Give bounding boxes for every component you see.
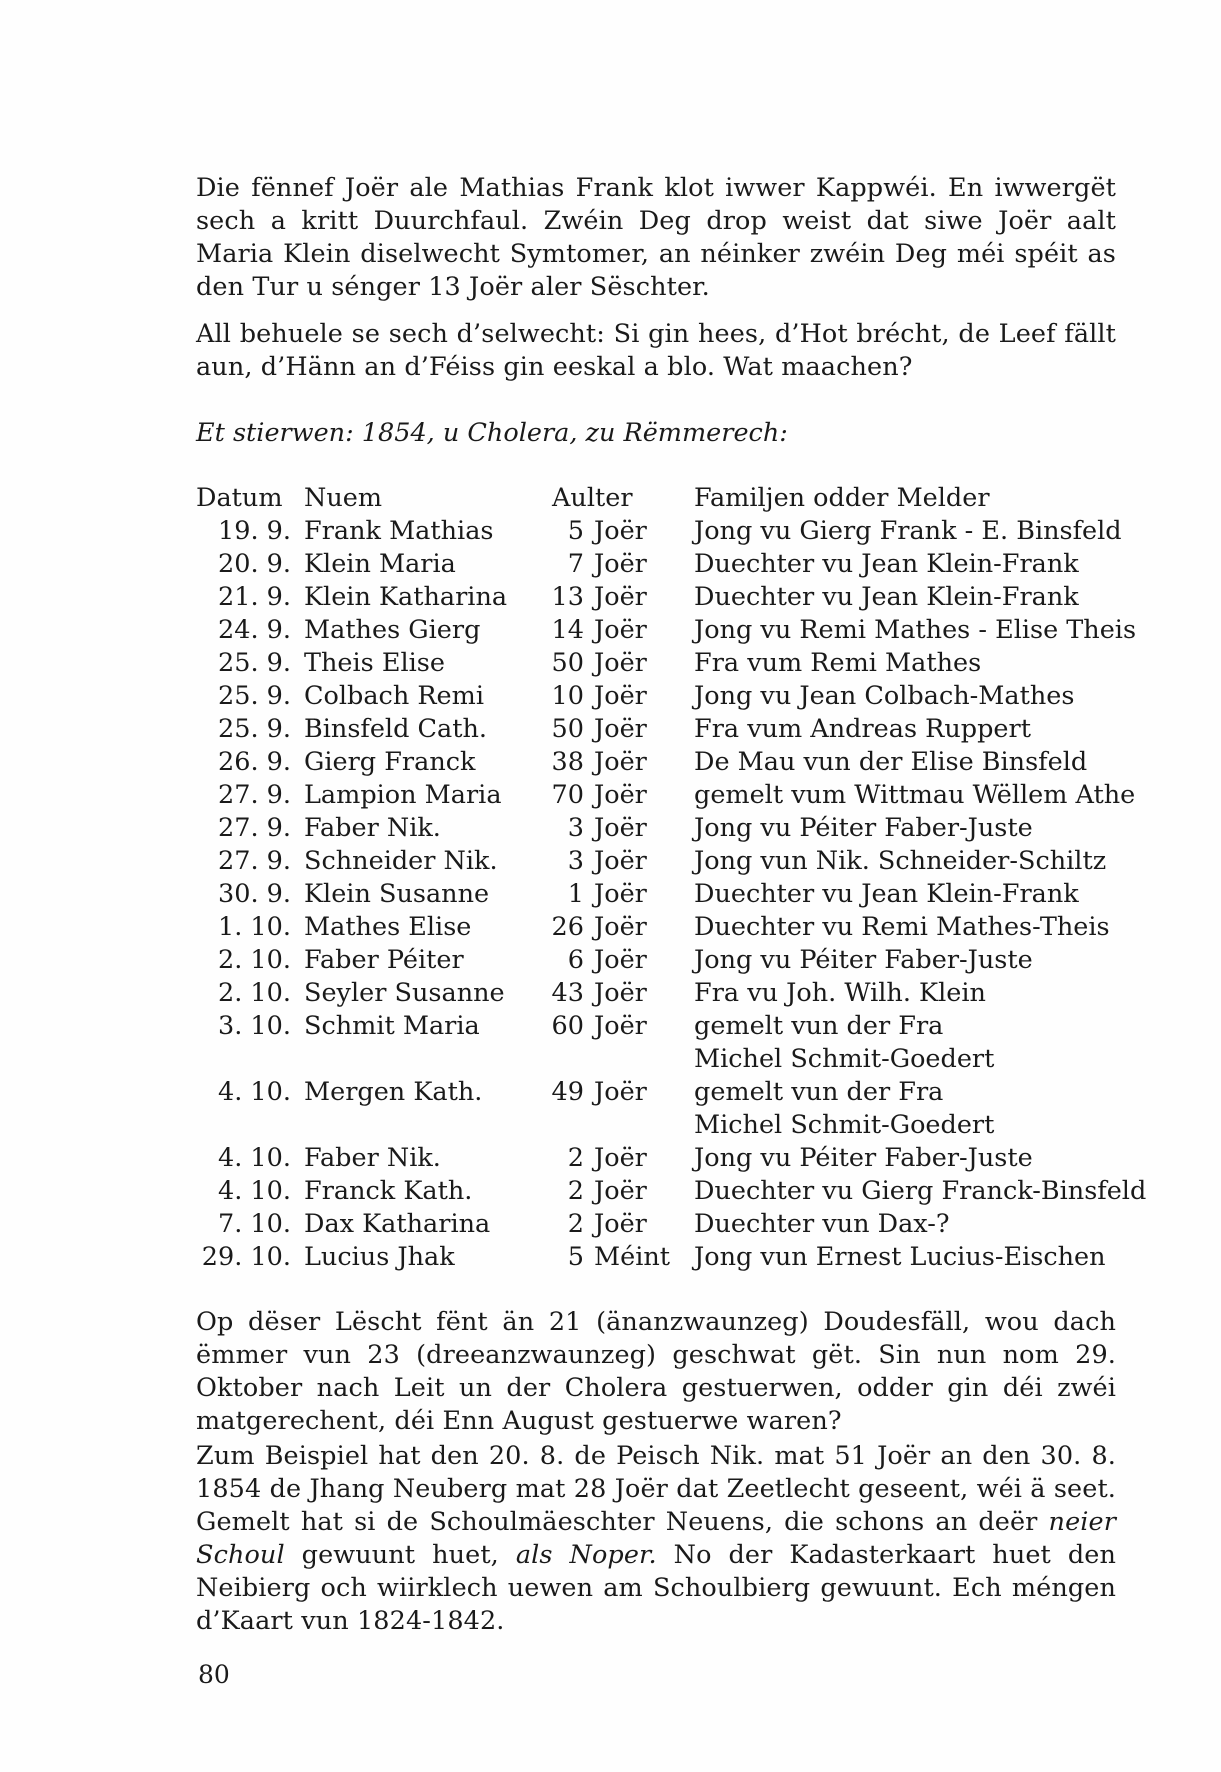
table-row	[196, 746, 1136, 779]
cell-name: Frank Mathias	[304, 516, 494, 546]
table-row	[196, 944, 1136, 977]
cell-family	[694, 812, 1033, 845]
cell-date: 25. 9.	[218, 714, 291, 744]
cell-family	[694, 977, 986, 1010]
cell-family	[694, 746, 1087, 779]
cell-date: 19. 9.	[218, 516, 291, 546]
cell-family	[694, 614, 1136, 647]
cell-age-unit: Joër	[594, 549, 647, 579]
table-row	[196, 548, 1136, 581]
table-row	[196, 581, 1136, 614]
cell-family-line1: Jong vu Gierg Frank - E. Binsfeld	[694, 516, 1122, 546]
cell-family-line1: gemelt vun der Fra	[694, 1011, 944, 1041]
cell-name: Faber Nik.	[304, 813, 441, 843]
cell-date: 24. 9.	[218, 615, 291, 645]
cell-date: 25. 9.	[218, 681, 291, 711]
cell-family	[694, 515, 1122, 548]
cell-family-line1: Jong vu Péiter Faber-Juste	[694, 813, 1033, 843]
cell-age-unit: Joër	[594, 1176, 647, 1206]
cell-age-unit: Joër	[594, 615, 647, 645]
cell-family-line1: Jong vun Nik. Schneider-Schiltz	[694, 846, 1107, 876]
paragraph-example-emphasis-neighbor: als Noper.	[515, 1540, 657, 1570]
paragraph-count: Op dëser Lëscht fënt än 21 (änanzwaunzeg) Doudesfäll, wou dach ëmmer vun 23 (dreeanzwaunzeg) geschwat gët. Sin nun nom 29. Oktober nach Leit un der Cholera gestuerwen, odder gin déi zwéi matgerechent, déi Enn August gestuerwe waren?	[196, 1307, 1116, 1436]
cell-name: Lucius Jhak	[304, 1242, 455, 1272]
cell-family	[694, 1010, 994, 1076]
cell-family-line1: gemelt vum Wittmau Wëllem Athe	[694, 780, 1136, 810]
cell-name: Franck Kath.	[304, 1176, 473, 1206]
cell-age-unit: Joër	[594, 879, 647, 909]
table-row	[196, 713, 1136, 746]
table-row	[196, 614, 1136, 647]
cell-family	[694, 1142, 1033, 1175]
cell-date: 25. 9.	[218, 648, 291, 678]
cell-name: Colbach Remi	[304, 681, 484, 711]
cell-date: 21. 9.	[218, 582, 291, 612]
cell-family-line1: Fra vum Remi Mathes	[694, 648, 982, 678]
cell-date: 26. 9.	[218, 747, 291, 777]
cell-date: 2. 10.	[218, 945, 291, 975]
paragraph-example-part-a: Zum Beispiel hat den 20. 8. de Peisch Nik. mat 51 Joër an den 30. 8. 1854 de Jhang Neuberg mat 28 Joër dat Zeetlecht geseent, wéi ä seet. Gemelt hat si de Schoulmäeschter Neuens, die schons an deër	[196, 1441, 1116, 1537]
cell-name: Schmit Maria	[304, 1011, 480, 1041]
cell-date: 7. 10.	[218, 1209, 291, 1239]
cell-date: 27. 9.	[218, 780, 291, 810]
table-row	[196, 845, 1136, 878]
table-row	[196, 812, 1136, 845]
cell-age-unit: Joër	[594, 714, 647, 744]
cell-age-unit: Joër	[594, 1077, 647, 1107]
cell-family-line1: Jong vu Jean Colbach-Mathes	[694, 681, 1075, 711]
cell-age-unit: Joër	[594, 1209, 647, 1239]
cell-family-line1: gemelt vun der Fra	[694, 1077, 944, 1107]
cell-age: 5	[567, 516, 584, 546]
cell-date: 30. 9.	[218, 879, 291, 909]
cell-name: Mergen Kath.	[304, 1077, 483, 1107]
header-date: Datum	[196, 483, 283, 513]
cell-family	[694, 1175, 1146, 1208]
paragraph-example-part-b: gewuunt huet,	[284, 1540, 516, 1570]
cell-age-unit: Joër	[594, 846, 647, 876]
table-header-row	[196, 482, 1136, 515]
cell-age: 50	[551, 648, 584, 678]
table-row	[196, 1010, 1136, 1076]
table-row	[196, 680, 1136, 713]
cell-family	[694, 845, 1106, 878]
table-row	[196, 647, 1136, 680]
paragraph-example-emphasis-school: neier Schoul	[196, 1507, 1116, 1570]
cell-family-line1: Jong vu Remi Mathes - Elise Theis	[694, 615, 1137, 645]
cell-name: Theis Elise	[304, 648, 445, 678]
cell-age-unit: Joër	[594, 1143, 647, 1173]
header-family: Familjen odder Melder	[694, 483, 990, 513]
cell-age: 1	[567, 879, 584, 909]
cell-family	[694, 1208, 950, 1241]
cell-family	[694, 779, 1135, 812]
cell-family-line1: De Mau vun der Elise Binsfeld	[694, 747, 1088, 777]
cell-family-line1: Jong vu Péiter Faber-Juste	[694, 1143, 1033, 1173]
cell-family	[694, 1241, 1106, 1274]
cell-family-line1: Duechter vu Jean Klein-Frank	[694, 582, 1079, 612]
cell-age-unit: Méint	[594, 1242, 671, 1272]
cell-date: 1. 10.	[218, 912, 291, 942]
table-caption: Et stierwen: 1854, u Cholera, zu Rëmmerech:	[196, 418, 788, 448]
cell-age: 50	[551, 714, 584, 744]
cell-family-line1: Duechter vu Jean Klein-Frank	[694, 549, 1079, 579]
cell-age: 5	[567, 1242, 584, 1272]
table-row	[196, 1142, 1136, 1175]
cell-family	[694, 680, 1074, 713]
paragraph-symptoms: All behuele se sech d’selwecht: Si gin hees, d’Hot brécht, de Leef fällt aun, d’Hänn an d’Féiss gin eeskal a blo. Wat maachen?	[196, 319, 1116, 382]
cell-family	[694, 878, 1079, 911]
cell-age: 10	[551, 681, 584, 711]
cell-age-unit: Joër	[594, 813, 647, 843]
cell-family-line2: Michel Schmit-Goedert	[694, 1044, 995, 1074]
cell-age-unit: Joër	[594, 780, 647, 810]
cell-family-line1: Fra vum Andreas Ruppert	[694, 714, 1031, 744]
page-number: 80	[198, 1660, 230, 1689]
cell-age: 3	[567, 846, 584, 876]
cell-family-line1: Fra vu Joh. Wilh. Klein	[694, 978, 986, 1008]
cell-family	[694, 944, 1033, 977]
cell-age: 7	[567, 549, 584, 579]
cell-name: Dax Katharina	[304, 1209, 491, 1239]
table-row	[196, 1208, 1136, 1241]
table-row	[196, 911, 1136, 944]
cell-age: 60	[551, 1011, 584, 1041]
cell-date: 4. 10.	[218, 1176, 291, 1206]
cell-age: 14	[551, 615, 584, 645]
cell-date: 4. 10.	[218, 1143, 291, 1173]
cell-age-unit: Joër	[594, 582, 647, 612]
cell-name: Seyler Susanne	[304, 978, 505, 1008]
cell-date: 29. 10.	[201, 1242, 291, 1272]
table-row	[196, 977, 1136, 1010]
cell-name: Mathes Elise	[304, 912, 472, 942]
cell-family	[694, 581, 1079, 614]
table-row	[196, 1175, 1147, 1208]
cell-family-line1: Duechter vu Gierg Franck-Binsfeld	[694, 1176, 1147, 1206]
cell-family-line1: Jong vu Péiter Faber-Juste	[694, 945, 1033, 975]
cell-age: 2	[567, 1176, 584, 1206]
cell-age-unit: Joër	[594, 912, 647, 942]
table-row	[196, 779, 1136, 812]
paragraph-intro: Die fënnef Joër ale Mathias Frank klot iwwer Kappwéi. En iwwergët sech a kritt Duurchfaul. Zwéin Deg drop weist dat siwe Joër aalt Maria Klein diselwecht Symtomer, an néinker zwéin Deg méi spéit as den Tur u sénger 13 Joër aler Sëschter.	[196, 173, 1116, 302]
cell-name: Klein Maria	[304, 549, 456, 579]
cell-name: Faber Nik.	[304, 1143, 441, 1173]
table-row	[196, 1076, 1136, 1142]
table-row	[196, 515, 1136, 548]
cell-name: Lampion Maria	[304, 780, 502, 810]
cell-age: 38	[551, 747, 584, 777]
cell-family	[694, 713, 1031, 746]
cell-date: 27. 9.	[218, 846, 291, 876]
death-table	[196, 482, 1147, 1274]
cell-age: 26	[551, 912, 584, 942]
cell-age-unit: Joër	[594, 516, 647, 546]
paragraph-example-part-c: No der Kadasterkaart huet den Neibierg och wiirklech uewen am Schoulbierg gewuunt. Ech méngen d’Kaart vun 1824-1842.	[196, 1540, 1116, 1636]
cell-family-line1: Duechter vun Dax-?	[694, 1209, 950, 1239]
cell-age-unit: Joër	[594, 945, 647, 975]
table-row	[196, 878, 1136, 911]
cell-age: 49	[551, 1077, 584, 1107]
cell-family	[694, 911, 1110, 944]
cell-age: 2	[567, 1209, 584, 1239]
cell-family-line1: Jong vun Ernest Lucius-Eischen	[694, 1242, 1106, 1272]
table-row	[196, 1241, 1136, 1274]
cell-date: 3. 10.	[218, 1011, 291, 1041]
cell-name: Mathes Gierg	[304, 615, 481, 645]
cell-date: 2. 10.	[218, 978, 291, 1008]
cell-name: Gierg Franck	[304, 747, 476, 777]
cell-name: Faber Péiter	[304, 945, 464, 975]
cell-name: Binsfeld Cath.	[304, 714, 488, 744]
cell-date: 27. 9.	[218, 813, 291, 843]
paragraph-example	[196, 1440, 1116, 1638]
header-age: Aulter	[552, 483, 633, 513]
cell-age-unit: Joër	[594, 648, 647, 678]
cell-name: Klein Katharina	[304, 582, 508, 612]
cell-date: 20. 9.	[218, 549, 291, 579]
cell-name: Schneider Nik.	[304, 846, 498, 876]
cell-age: 2	[567, 1143, 584, 1173]
cell-age-unit: Joër	[594, 747, 647, 777]
cell-age: 13	[551, 582, 584, 612]
cell-family-line2: Michel Schmit-Goedert	[694, 1110, 995, 1140]
cell-family	[694, 647, 981, 680]
cell-age-unit: Joër	[594, 681, 647, 711]
cell-age: 3	[567, 813, 584, 843]
cell-age: 6	[567, 945, 584, 975]
cell-name: Klein Susanne	[304, 879, 490, 909]
cell-family-line1: Duechter vu Jean Klein-Frank	[694, 879, 1079, 909]
cell-family-line1: Duechter vu Remi Mathes-Theis	[694, 912, 1110, 942]
cell-age: 43	[551, 978, 584, 1008]
cell-family	[694, 1076, 994, 1142]
cell-age: 70	[551, 780, 584, 810]
header-name: Nuem	[304, 483, 383, 513]
cell-age-unit: Joër	[594, 978, 647, 1008]
cell-family	[694, 548, 1079, 581]
cell-age-unit: Joër	[594, 1011, 647, 1041]
cell-date: 4. 10.	[218, 1077, 291, 1107]
